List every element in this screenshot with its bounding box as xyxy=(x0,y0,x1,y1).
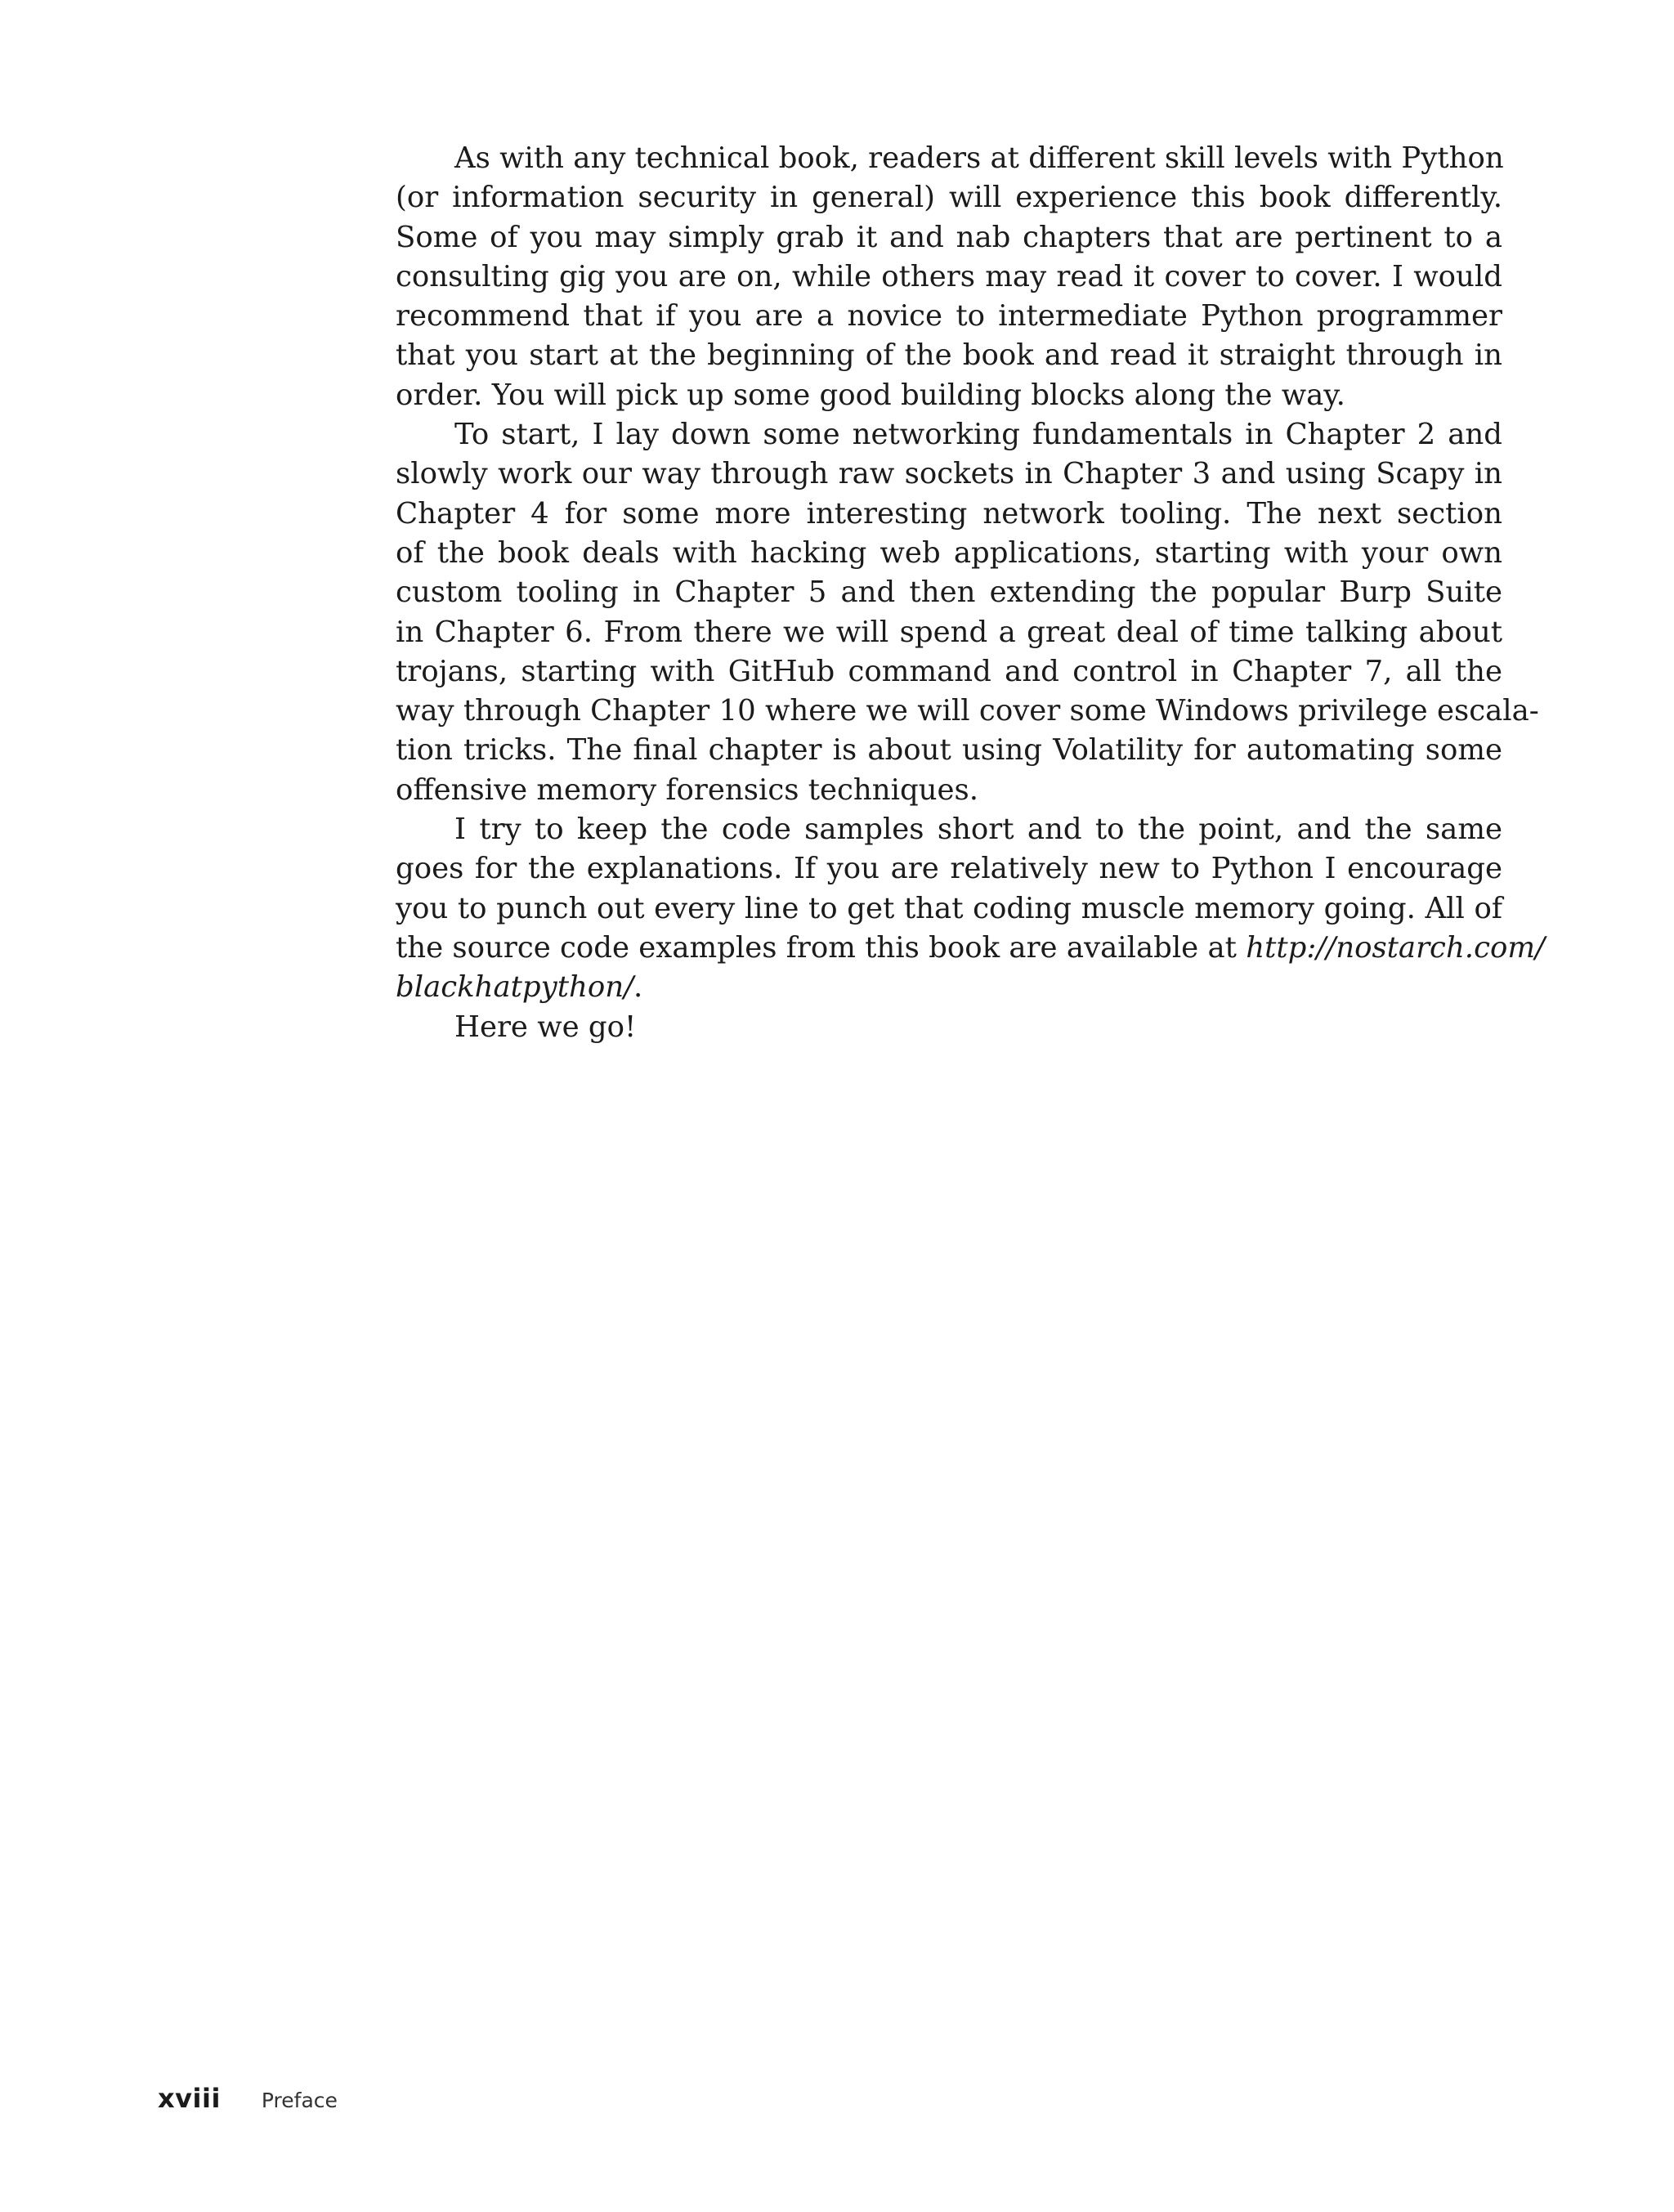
page-footer xyxy=(158,2083,338,2124)
text-line: Chapter 4 for some more interesting network tooling. The next section xyxy=(396,496,1502,531)
text-line: Some of you may simply grab it and nab chapters that are pertinent to a xyxy=(396,220,1502,254)
body-text xyxy=(396,139,1545,1047)
text-line xyxy=(396,968,1502,1007)
text-fragment: . xyxy=(633,970,643,1005)
text-line xyxy=(396,929,1545,968)
text-line: order. You will pick up some good building blocks along the way. xyxy=(396,378,1345,412)
text-fragment: the source code examples from this book are available at xyxy=(396,930,1247,965)
text-line: consulting gig you are on, while others may read it cover to cover. I would xyxy=(396,259,1502,293)
text-line: tion tricks. The final chapter is about using Volatility for automating some xyxy=(396,733,1502,768)
text-line: goes for the explanations. If you are relatively new to Python I encourage xyxy=(396,852,1502,886)
text-line: I try to keep the code samples short and to the point, and the same xyxy=(454,813,1502,847)
text-line: way through Chapter 10 where we will cover some Windows privilege escala- xyxy=(396,694,1539,728)
running-head: Preface xyxy=(261,2089,338,2112)
page-number: xviii xyxy=(158,2083,221,2114)
paragraph-1 xyxy=(396,139,1502,415)
text-line: offensive memory forensics techniques. xyxy=(396,772,979,807)
paragraph-2 xyxy=(396,415,1539,810)
text-line: slowly work our way through raw sockets in Chapter 3 and using Scapy in xyxy=(396,457,1502,491)
text-line: recommend that if you are a novice to intermediate Python programmer xyxy=(396,299,1502,334)
text-line: Here we go! xyxy=(454,1010,637,1044)
text-line: you to punch out every line to get that coding muscle memory going. All of xyxy=(396,891,1502,925)
text-line: custom tooling in Chapter 5 and then extending the popular Burp Suite xyxy=(396,575,1502,610)
text-line: in Chapter 6. From there we will spend a great deal of time talking about xyxy=(396,615,1502,649)
text-line: (or information security in general) will experience this book differently. xyxy=(396,181,1502,215)
text-line: that you start at the beginning of the book and read it straight through in xyxy=(396,338,1502,373)
text-line: trojans, starting with GitHub command and control in Chapter 7, all the xyxy=(396,654,1502,688)
source-code-url[interactable]: http://nostarch.com/ xyxy=(1246,930,1545,965)
paragraph-4 xyxy=(396,1008,1502,1047)
text-line: To start, I lay down some networking fundamentals in Chapter 2 and xyxy=(454,418,1502,452)
text-line: As with any technical book, readers at different skill levels with Python xyxy=(454,141,1504,175)
paragraph-3 xyxy=(396,810,1545,1007)
text-line: of the book deals with hacking web applications, starting with your own xyxy=(396,535,1502,570)
source-code-url-continued[interactable]: blackhatpython/ xyxy=(396,970,634,1005)
